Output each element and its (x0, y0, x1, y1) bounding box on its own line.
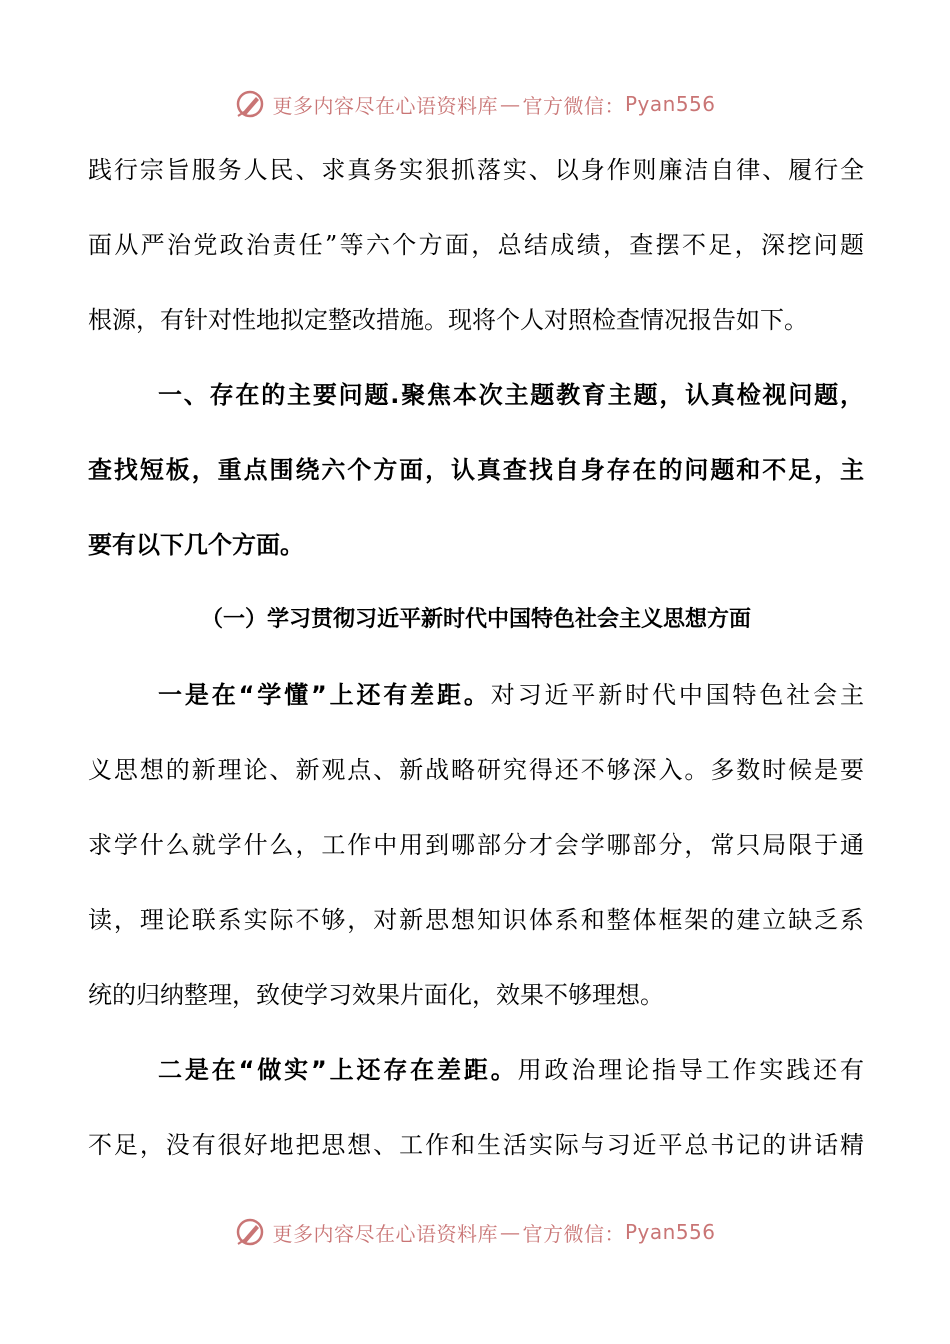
paragraph-4 (88, 1048, 864, 1198)
watermark-separator: — (499, 92, 521, 116)
watermark-wechat-id: Pyan556 (624, 1220, 716, 1244)
text-line: 不足，没有很好地把思想、工作和生活实际与习近平总书记的讲话精 (88, 1131, 864, 1159)
text-line (88, 1048, 864, 1123)
text-line: 践行宗旨服务人民、求真务实狠抓落实、以身作则廉洁自律、履行全 (88, 156, 864, 184)
watermark-text: 更多内容尽在心语资料库 (272, 1221, 498, 1246)
text-line: 一、存在的主要问题.聚焦本次主题教育主题，认真检视问题， (158, 381, 864, 409)
pen-logo-icon (234, 1216, 266, 1248)
pen-logo-icon (234, 88, 266, 120)
text-line: 统的归纳整理，致使学习效果片面化，效果不够理想。 (88, 981, 664, 1009)
text-line (88, 673, 864, 748)
paragraph-text: 对习近平新时代中国特色社会主 (490, 681, 864, 709)
watermark-text: 更多内容尽在心语资料库 (272, 93, 498, 118)
watermark-wechat-label: 官方微信： (522, 93, 625, 118)
watermark-separator: — (499, 1220, 521, 1244)
text-line: 求学什么就学什么，工作中用到哪部分才会学哪部分，常只局限于通 (88, 831, 864, 859)
paragraph-lead: 二是在“做实”上还存在差距。 (158, 1056, 518, 1084)
text-line: 读，理论联系实际不够，对新思想知识体系和整体框架的建立缺乏系 (88, 906, 864, 934)
paragraph-1 (88, 148, 864, 373)
watermark-bottom (0, 1212, 950, 1252)
watermark-wechat-label: 官方微信： (522, 1221, 625, 1246)
paragraph-text: 用政治理论指导工作实践还有 (517, 1056, 864, 1084)
document-body (88, 148, 864, 1198)
paragraph-3 (88, 673, 864, 1048)
section-heading: （一）学习贯彻习近平新时代中国特色社会主义思想方面 (200, 607, 751, 632)
watermark-top (0, 84, 950, 124)
text-line: 要有以下几个方面。 (88, 531, 304, 559)
paragraph-lead: 一是在“学懂”上还有差距。 (158, 681, 491, 709)
text-line: 义思想的新理论、新观点、新战略研究得还不够深入。多数时候是要 (88, 756, 864, 784)
text-line: 查找短板，重点围绕六个方面，认真查找自身存在的问题和不足，主 (88, 456, 864, 484)
watermark-wechat-id: Pyan556 (624, 92, 716, 116)
text-line: 根源，有针对性地拟定整改措施。现将个人对照检查情况报告如下。 (88, 306, 808, 334)
text-line: 面从严治党政治责任”等六个方面，总结成绩，查摆不足，深挖问题 (88, 231, 864, 259)
paragraph-2 (88, 373, 864, 598)
